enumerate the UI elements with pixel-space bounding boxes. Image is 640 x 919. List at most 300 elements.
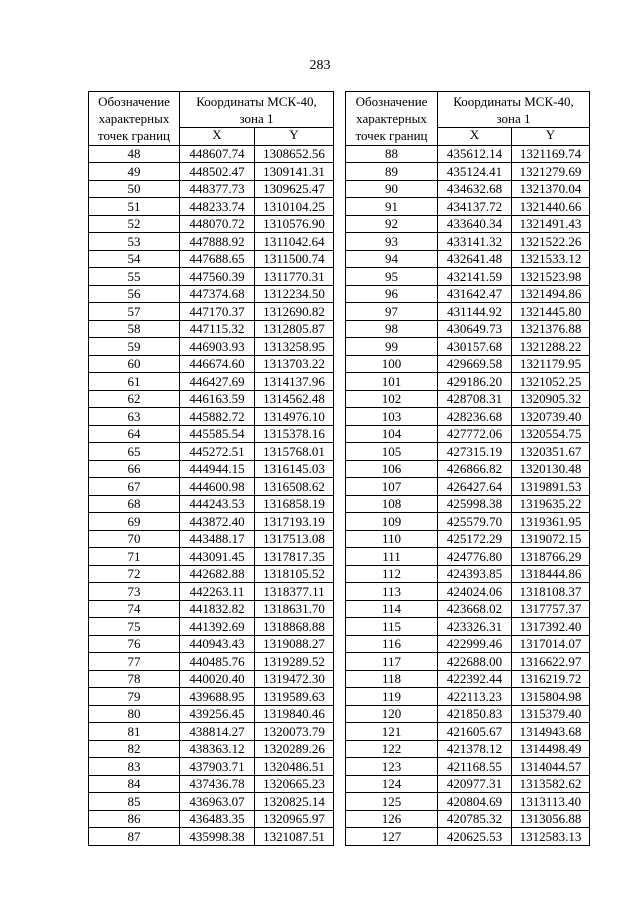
table-row <box>89 303 334 321</box>
y-coordinate-cell: 1321494.86 <box>512 285 590 303</box>
y-coordinate-cell: 1319289.52 <box>255 653 334 671</box>
table-row <box>89 145 334 163</box>
y-coordinate-cell: 1320486.51 <box>255 758 334 776</box>
x-coordinate-cell: 428708.31 <box>438 390 512 408</box>
x-coordinate-cell: 425579.70 <box>438 513 512 531</box>
table-row <box>89 758 334 776</box>
x-coordinate-cell: 422392.44 <box>438 670 512 688</box>
table-row <box>89 268 334 286</box>
point-number-cell: 96 <box>346 285 438 303</box>
x-coordinate-cell: 436963.07 <box>180 793 255 811</box>
table-row <box>346 478 590 496</box>
table-row <box>89 530 334 548</box>
x-coordinate-cell: 420785.32 <box>438 810 512 828</box>
point-number-cell: 91 <box>346 198 438 216</box>
x-coordinate-cell: 427772.06 <box>438 425 512 443</box>
table-row <box>89 618 334 636</box>
x-coordinate-cell: 425172.29 <box>438 530 512 548</box>
table-row <box>346 635 590 653</box>
table-row <box>89 670 334 688</box>
y-coordinate-cell: 1321491.43 <box>512 215 590 233</box>
table-row <box>89 460 334 478</box>
point-number-cell: 115 <box>346 618 438 636</box>
table-row <box>89 513 334 531</box>
x-coordinate-cell: 424393.85 <box>438 565 512 583</box>
x-coordinate-cell: 440485.76 <box>180 653 255 671</box>
x-coordinate-cell: 427315.19 <box>438 443 512 461</box>
point-label-header-line: Обозначение <box>355 94 428 109</box>
point-number-cell: 70 <box>89 530 180 548</box>
x-coordinate-cell: 422999.46 <box>438 635 512 653</box>
y-coordinate-cell: 1320825.14 <box>255 793 334 811</box>
point-number-cell: 55 <box>89 268 180 286</box>
y-coordinate-cell: 1320351.67 <box>512 443 590 461</box>
point-number-cell: 109 <box>346 513 438 531</box>
point-number-cell: 60 <box>89 355 180 373</box>
point-number-cell: 127 <box>346 828 438 846</box>
point-number-cell: 88 <box>346 145 438 163</box>
point-number-cell: 94 <box>346 250 438 268</box>
x-coordinate-cell: 445272.51 <box>180 443 255 461</box>
point-number-cell: 106 <box>346 460 438 478</box>
x-coordinate-cell: 426427.64 <box>438 478 512 496</box>
table-row <box>346 670 590 688</box>
table-row <box>346 180 590 198</box>
x-coordinate-cell: 448233.74 <box>180 198 255 216</box>
table-row <box>89 408 334 426</box>
point-number-cell: 75 <box>89 618 180 636</box>
table-row <box>346 775 590 793</box>
x-coordinate-cell: 448070.72 <box>180 215 255 233</box>
table-row <box>346 460 590 478</box>
point-number-cell: 81 <box>89 723 180 741</box>
point-number-cell: 114 <box>346 600 438 618</box>
table-row <box>346 705 590 723</box>
table-row <box>346 600 590 618</box>
table-row <box>89 285 334 303</box>
table-row <box>89 425 334 443</box>
x-coordinate-cell: 442682.88 <box>180 565 255 583</box>
y-coordinate-cell: 1312690.82 <box>255 303 334 321</box>
point-number-cell: 90 <box>346 180 438 198</box>
table-row <box>89 705 334 723</box>
point-number-cell: 59 <box>89 338 180 356</box>
y-coordinate-cell: 1321169.74 <box>512 145 590 163</box>
table-row <box>89 338 334 356</box>
point-number-cell: 79 <box>89 688 180 706</box>
x-coordinate-cell: 448607.74 <box>180 145 255 163</box>
y-coordinate-cell: 1319472.30 <box>255 670 334 688</box>
point-number-cell: 102 <box>346 390 438 408</box>
table-row <box>346 583 590 601</box>
point-number-cell: 95 <box>346 268 438 286</box>
y-coordinate-cell: 1319635.22 <box>512 495 590 513</box>
y-coordinate-cell: 1319589.63 <box>255 688 334 706</box>
x-coordinate-cell: 434137.72 <box>438 198 512 216</box>
table-row <box>89 180 334 198</box>
point-number-cell: 58 <box>89 320 180 338</box>
point-number-cell: 54 <box>89 250 180 268</box>
x-coordinate-cell: 446674.60 <box>180 355 255 373</box>
point-number-cell: 61 <box>89 373 180 391</box>
table-row <box>89 163 334 181</box>
y-coordinate-cell: 1313703.22 <box>255 355 334 373</box>
y-coordinate-cell: 1320665.23 <box>255 775 334 793</box>
point-number-cell: 82 <box>89 740 180 758</box>
y-coordinate-cell: 1313258.95 <box>255 338 334 356</box>
x-coordinate-cell: 428236.68 <box>438 408 512 426</box>
table-row <box>89 653 334 671</box>
x-coordinate-cell: 422688.00 <box>438 653 512 671</box>
table-row <box>346 198 590 216</box>
table-row <box>346 828 590 846</box>
y-coordinate-cell: 1317392.40 <box>512 618 590 636</box>
table-row <box>89 775 334 793</box>
x-coordinate-cell: 447560.39 <box>180 268 255 286</box>
x-coordinate-cell: 447170.37 <box>180 303 255 321</box>
table-row <box>346 303 590 321</box>
y-coordinate-cell: 1318444.86 <box>512 565 590 583</box>
table-row <box>346 758 590 776</box>
table-row <box>346 320 590 338</box>
y-coordinate-cell: 1320965.97 <box>255 810 334 828</box>
table-row <box>89 320 334 338</box>
point-label-header-line: характерных <box>98 111 170 126</box>
x-coordinate-cell: 438363.12 <box>180 740 255 758</box>
x-coordinate-cell: 437436.78 <box>180 775 255 793</box>
x-coordinate-cell: 421605.67 <box>438 723 512 741</box>
x-coordinate-cell: 431642.47 <box>438 285 512 303</box>
point-number-cell: 117 <box>346 653 438 671</box>
table-body-left <box>89 145 334 845</box>
y-coordinate-cell: 1315768.01 <box>255 443 334 461</box>
y-coordinate-cell: 1320073.79 <box>255 723 334 741</box>
page-number: 283 <box>309 58 331 73</box>
table-row <box>89 583 334 601</box>
table-row <box>89 373 334 391</box>
x-coordinate-cell: 443488.17 <box>180 530 255 548</box>
y-coordinate-cell: 1312583.13 <box>512 828 590 846</box>
table-row <box>346 618 590 636</box>
y-coordinate-cell: 1310576.90 <box>255 215 334 233</box>
y-coordinate-cell: 1320289.26 <box>255 740 334 758</box>
point-number-cell: 86 <box>89 810 180 828</box>
y-coordinate-cell: 1312234.50 <box>255 285 334 303</box>
y-coordinate-cell: 1317193.19 <box>255 513 334 531</box>
point-number-cell: 103 <box>346 408 438 426</box>
y-coordinate-cell: 1313056.88 <box>512 810 590 828</box>
y-coordinate-cell: 1321052.25 <box>512 373 590 391</box>
table-row <box>346 285 590 303</box>
table-row <box>89 793 334 811</box>
y-coordinate-cell: 1316508.62 <box>255 478 334 496</box>
table-row <box>346 390 590 408</box>
y-coordinate-cell: 1314498.49 <box>512 740 590 758</box>
x-header: X <box>438 128 512 146</box>
y-coordinate-cell: 1311500.74 <box>255 250 334 268</box>
point-number-cell: 57 <box>89 303 180 321</box>
coordinates-group-header-line: зона 1 <box>239 111 274 126</box>
y-coordinate-cell: 1316622.97 <box>512 653 590 671</box>
point-number-cell: 111 <box>346 548 438 566</box>
y-coordinate-cell: 1311770.31 <box>255 268 334 286</box>
x-coordinate-cell: 443872.40 <box>180 513 255 531</box>
x-coordinate-cell: 421850.83 <box>438 705 512 723</box>
table-row <box>346 163 590 181</box>
point-number-cell: 80 <box>89 705 180 723</box>
x-coordinate-cell: 435998.38 <box>180 828 255 846</box>
point-number-cell: 69 <box>89 513 180 531</box>
table-row <box>89 355 334 373</box>
y-coordinate-cell: 1321288.22 <box>512 338 590 356</box>
y-coordinate-cell: 1317513.08 <box>255 530 334 548</box>
x-coordinate-cell: 432641.48 <box>438 250 512 268</box>
y-coordinate-cell: 1318108.37 <box>512 583 590 601</box>
table-row <box>346 530 590 548</box>
y-coordinate-cell: 1321522.26 <box>512 233 590 251</box>
table-row <box>346 565 590 583</box>
y-coordinate-cell: 1319072.15 <box>512 530 590 548</box>
y-coordinate-cell: 1317014.07 <box>512 635 590 653</box>
table-row <box>89 635 334 653</box>
table-row <box>346 408 590 426</box>
point-number-cell: 65 <box>89 443 180 461</box>
table-row <box>89 810 334 828</box>
point-number-cell: 104 <box>346 425 438 443</box>
point-number-cell: 120 <box>346 705 438 723</box>
y-coordinate-cell: 1314044.57 <box>512 758 590 776</box>
table-row <box>89 390 334 408</box>
coordinates-group-header-line: зона 1 <box>496 111 531 126</box>
y-coordinate-cell: 1316145.03 <box>255 460 334 478</box>
y-coordinate-cell: 1321376.88 <box>512 320 590 338</box>
y-coordinate-cell: 1316858.19 <box>255 495 334 513</box>
table-row <box>346 793 590 811</box>
point-number-cell: 97 <box>346 303 438 321</box>
point-number-cell: 105 <box>346 443 438 461</box>
x-coordinate-cell: 446903.93 <box>180 338 255 356</box>
table-row <box>346 495 590 513</box>
point-number-cell: 113 <box>346 583 438 601</box>
x-coordinate-cell: 447688.65 <box>180 250 255 268</box>
point-label-header <box>346 92 438 146</box>
x-coordinate-cell: 421168.55 <box>438 758 512 776</box>
x-coordinate-cell: 430157.68 <box>438 338 512 356</box>
table-row <box>346 740 590 758</box>
x-coordinate-cell: 436483.35 <box>180 810 255 828</box>
point-number-cell: 101 <box>346 373 438 391</box>
table-row <box>346 688 590 706</box>
point-number-cell: 71 <box>89 548 180 566</box>
y-coordinate-cell: 1309141.31 <box>255 163 334 181</box>
x-coordinate-cell: 420625.53 <box>438 828 512 846</box>
point-number-cell: 64 <box>89 425 180 443</box>
y-header: Y <box>512 128 590 146</box>
y-coordinate-cell: 1321533.12 <box>512 250 590 268</box>
point-number-cell: 49 <box>89 163 180 181</box>
x-coordinate-cell: 423668.02 <box>438 600 512 618</box>
point-number-cell: 110 <box>346 530 438 548</box>
table-row <box>89 443 334 461</box>
x-coordinate-cell: 424776.80 <box>438 548 512 566</box>
x-coordinate-cell: 426866.82 <box>438 460 512 478</box>
table-body-right <box>346 145 590 845</box>
table-row <box>346 145 590 163</box>
y-coordinate-cell: 1312805.87 <box>255 320 334 338</box>
x-coordinate-cell: 420977.31 <box>438 775 512 793</box>
point-number-cell: 74 <box>89 600 180 618</box>
point-number-cell: 84 <box>89 775 180 793</box>
point-number-cell: 68 <box>89 495 180 513</box>
y-coordinate-cell: 1313113.40 <box>512 793 590 811</box>
coordinates-table-right <box>345 91 590 846</box>
table-row <box>89 688 334 706</box>
x-coordinate-cell: 432141.59 <box>438 268 512 286</box>
point-label-header-line: характерных <box>356 111 427 126</box>
y-coordinate-cell: 1320554.75 <box>512 425 590 443</box>
point-number-cell: 76 <box>89 635 180 653</box>
y-coordinate-cell: 1315378.16 <box>255 425 334 443</box>
y-coordinate-cell: 1321179.95 <box>512 355 590 373</box>
y-coordinate-cell: 1320739.40 <box>512 408 590 426</box>
x-coordinate-cell: 438814.27 <box>180 723 255 741</box>
x-coordinate-cell: 440020.40 <box>180 670 255 688</box>
point-number-cell: 63 <box>89 408 180 426</box>
table-row <box>89 495 334 513</box>
x-coordinate-cell: 423326.31 <box>438 618 512 636</box>
table-row <box>346 723 590 741</box>
point-number-cell: 83 <box>89 758 180 776</box>
point-number-cell: 56 <box>89 285 180 303</box>
point-number-cell: 125 <box>346 793 438 811</box>
x-coordinate-cell: 447888.92 <box>180 233 255 251</box>
table-row <box>89 740 334 758</box>
coordinates-group-header-line: Координаты МСК-40, <box>453 94 574 109</box>
point-number-cell: 72 <box>89 565 180 583</box>
x-coordinate-cell: 439256.45 <box>180 705 255 723</box>
x-coordinate-cell: 425998.38 <box>438 495 512 513</box>
table-row <box>346 215 590 233</box>
point-number-cell: 107 <box>346 478 438 496</box>
y-coordinate-cell: 1319891.53 <box>512 478 590 496</box>
x-coordinate-cell: 441392.69 <box>180 618 255 636</box>
x-coordinate-cell: 441832.82 <box>180 600 255 618</box>
table-row <box>89 198 334 216</box>
x-coordinate-cell: 420804.69 <box>438 793 512 811</box>
point-number-cell: 77 <box>89 653 180 671</box>
point-number-cell: 100 <box>346 355 438 373</box>
x-coordinate-cell: 422113.23 <box>438 688 512 706</box>
x-coordinate-cell: 424024.06 <box>438 583 512 601</box>
point-number-cell: 123 <box>346 758 438 776</box>
point-number-cell: 67 <box>89 478 180 496</box>
point-label-header <box>89 92 180 146</box>
y-coordinate-cell: 1309625.47 <box>255 180 334 198</box>
x-coordinate-cell: 444243.53 <box>180 495 255 513</box>
point-number-cell: 89 <box>346 163 438 181</box>
point-label-header-line: точек границ <box>97 128 171 143</box>
table-row <box>89 828 334 846</box>
point-number-cell: 50 <box>89 180 180 198</box>
y-coordinate-cell: 1320905.32 <box>512 390 590 408</box>
y-coordinate-cell: 1311042.64 <box>255 233 334 251</box>
point-number-cell: 112 <box>346 565 438 583</box>
table-row <box>346 355 590 373</box>
point-number-cell: 126 <box>346 810 438 828</box>
point-number-cell: 93 <box>346 233 438 251</box>
x-coordinate-cell: 433141.32 <box>438 233 512 251</box>
table-row <box>346 443 590 461</box>
point-number-cell: 85 <box>89 793 180 811</box>
y-coordinate-cell: 1317757.37 <box>512 600 590 618</box>
y-coordinate-cell: 1319840.46 <box>255 705 334 723</box>
x-coordinate-cell: 443091.45 <box>180 548 255 566</box>
y-coordinate-cell: 1321279.69 <box>512 163 590 181</box>
y-header: Y <box>255 128 334 146</box>
x-coordinate-cell: 445585.54 <box>180 425 255 443</box>
y-coordinate-cell: 1319361.95 <box>512 513 590 531</box>
y-coordinate-cell: 1318631.70 <box>255 600 334 618</box>
x-header: X <box>180 128 255 146</box>
x-coordinate-cell: 442263.11 <box>180 583 255 601</box>
coordinates-group-header <box>438 92 590 128</box>
table-row <box>89 565 334 583</box>
y-coordinate-cell: 1318868.88 <box>255 618 334 636</box>
table-row <box>346 810 590 828</box>
point-number-cell: 122 <box>346 740 438 758</box>
x-coordinate-cell: 445882.72 <box>180 408 255 426</box>
y-coordinate-cell: 1320130.48 <box>512 460 590 478</box>
table-row <box>89 723 334 741</box>
x-coordinate-cell: 429186.20 <box>438 373 512 391</box>
x-coordinate-cell: 448377.73 <box>180 180 255 198</box>
x-coordinate-cell: 435612.14 <box>438 145 512 163</box>
point-number-cell: 53 <box>89 233 180 251</box>
point-number-cell: 73 <box>89 583 180 601</box>
x-coordinate-cell: 421378.12 <box>438 740 512 758</box>
point-number-cell: 108 <box>346 495 438 513</box>
table-row <box>89 233 334 251</box>
table-row <box>89 250 334 268</box>
y-coordinate-cell: 1315804.98 <box>512 688 590 706</box>
x-coordinate-cell: 447115.32 <box>180 320 255 338</box>
point-number-cell: 116 <box>346 635 438 653</box>
x-coordinate-cell: 429669.58 <box>438 355 512 373</box>
x-coordinate-cell: 430649.73 <box>438 320 512 338</box>
x-coordinate-cell: 440943.43 <box>180 635 255 653</box>
x-coordinate-cell: 434632.68 <box>438 180 512 198</box>
y-coordinate-cell: 1321370.04 <box>512 180 590 198</box>
table-row <box>346 513 590 531</box>
point-number-cell: 99 <box>346 338 438 356</box>
y-coordinate-cell: 1314976.10 <box>255 408 334 426</box>
x-coordinate-cell: 446163.59 <box>180 390 255 408</box>
x-coordinate-cell: 435124.41 <box>438 163 512 181</box>
y-coordinate-cell: 1315379.40 <box>512 705 590 723</box>
y-coordinate-cell: 1318105.52 <box>255 565 334 583</box>
point-label-header-line: точек границ <box>355 128 428 143</box>
point-number-cell: 92 <box>346 215 438 233</box>
x-coordinate-cell: 444600.98 <box>180 478 255 496</box>
y-coordinate-cell: 1318377.11 <box>255 583 334 601</box>
y-coordinate-cell: 1321445.80 <box>512 303 590 321</box>
table-row <box>346 373 590 391</box>
point-number-cell: 52 <box>89 215 180 233</box>
point-number-cell: 119 <box>346 688 438 706</box>
point-number-cell: 121 <box>346 723 438 741</box>
table-row <box>89 215 334 233</box>
y-coordinate-cell: 1318766.29 <box>512 548 590 566</box>
